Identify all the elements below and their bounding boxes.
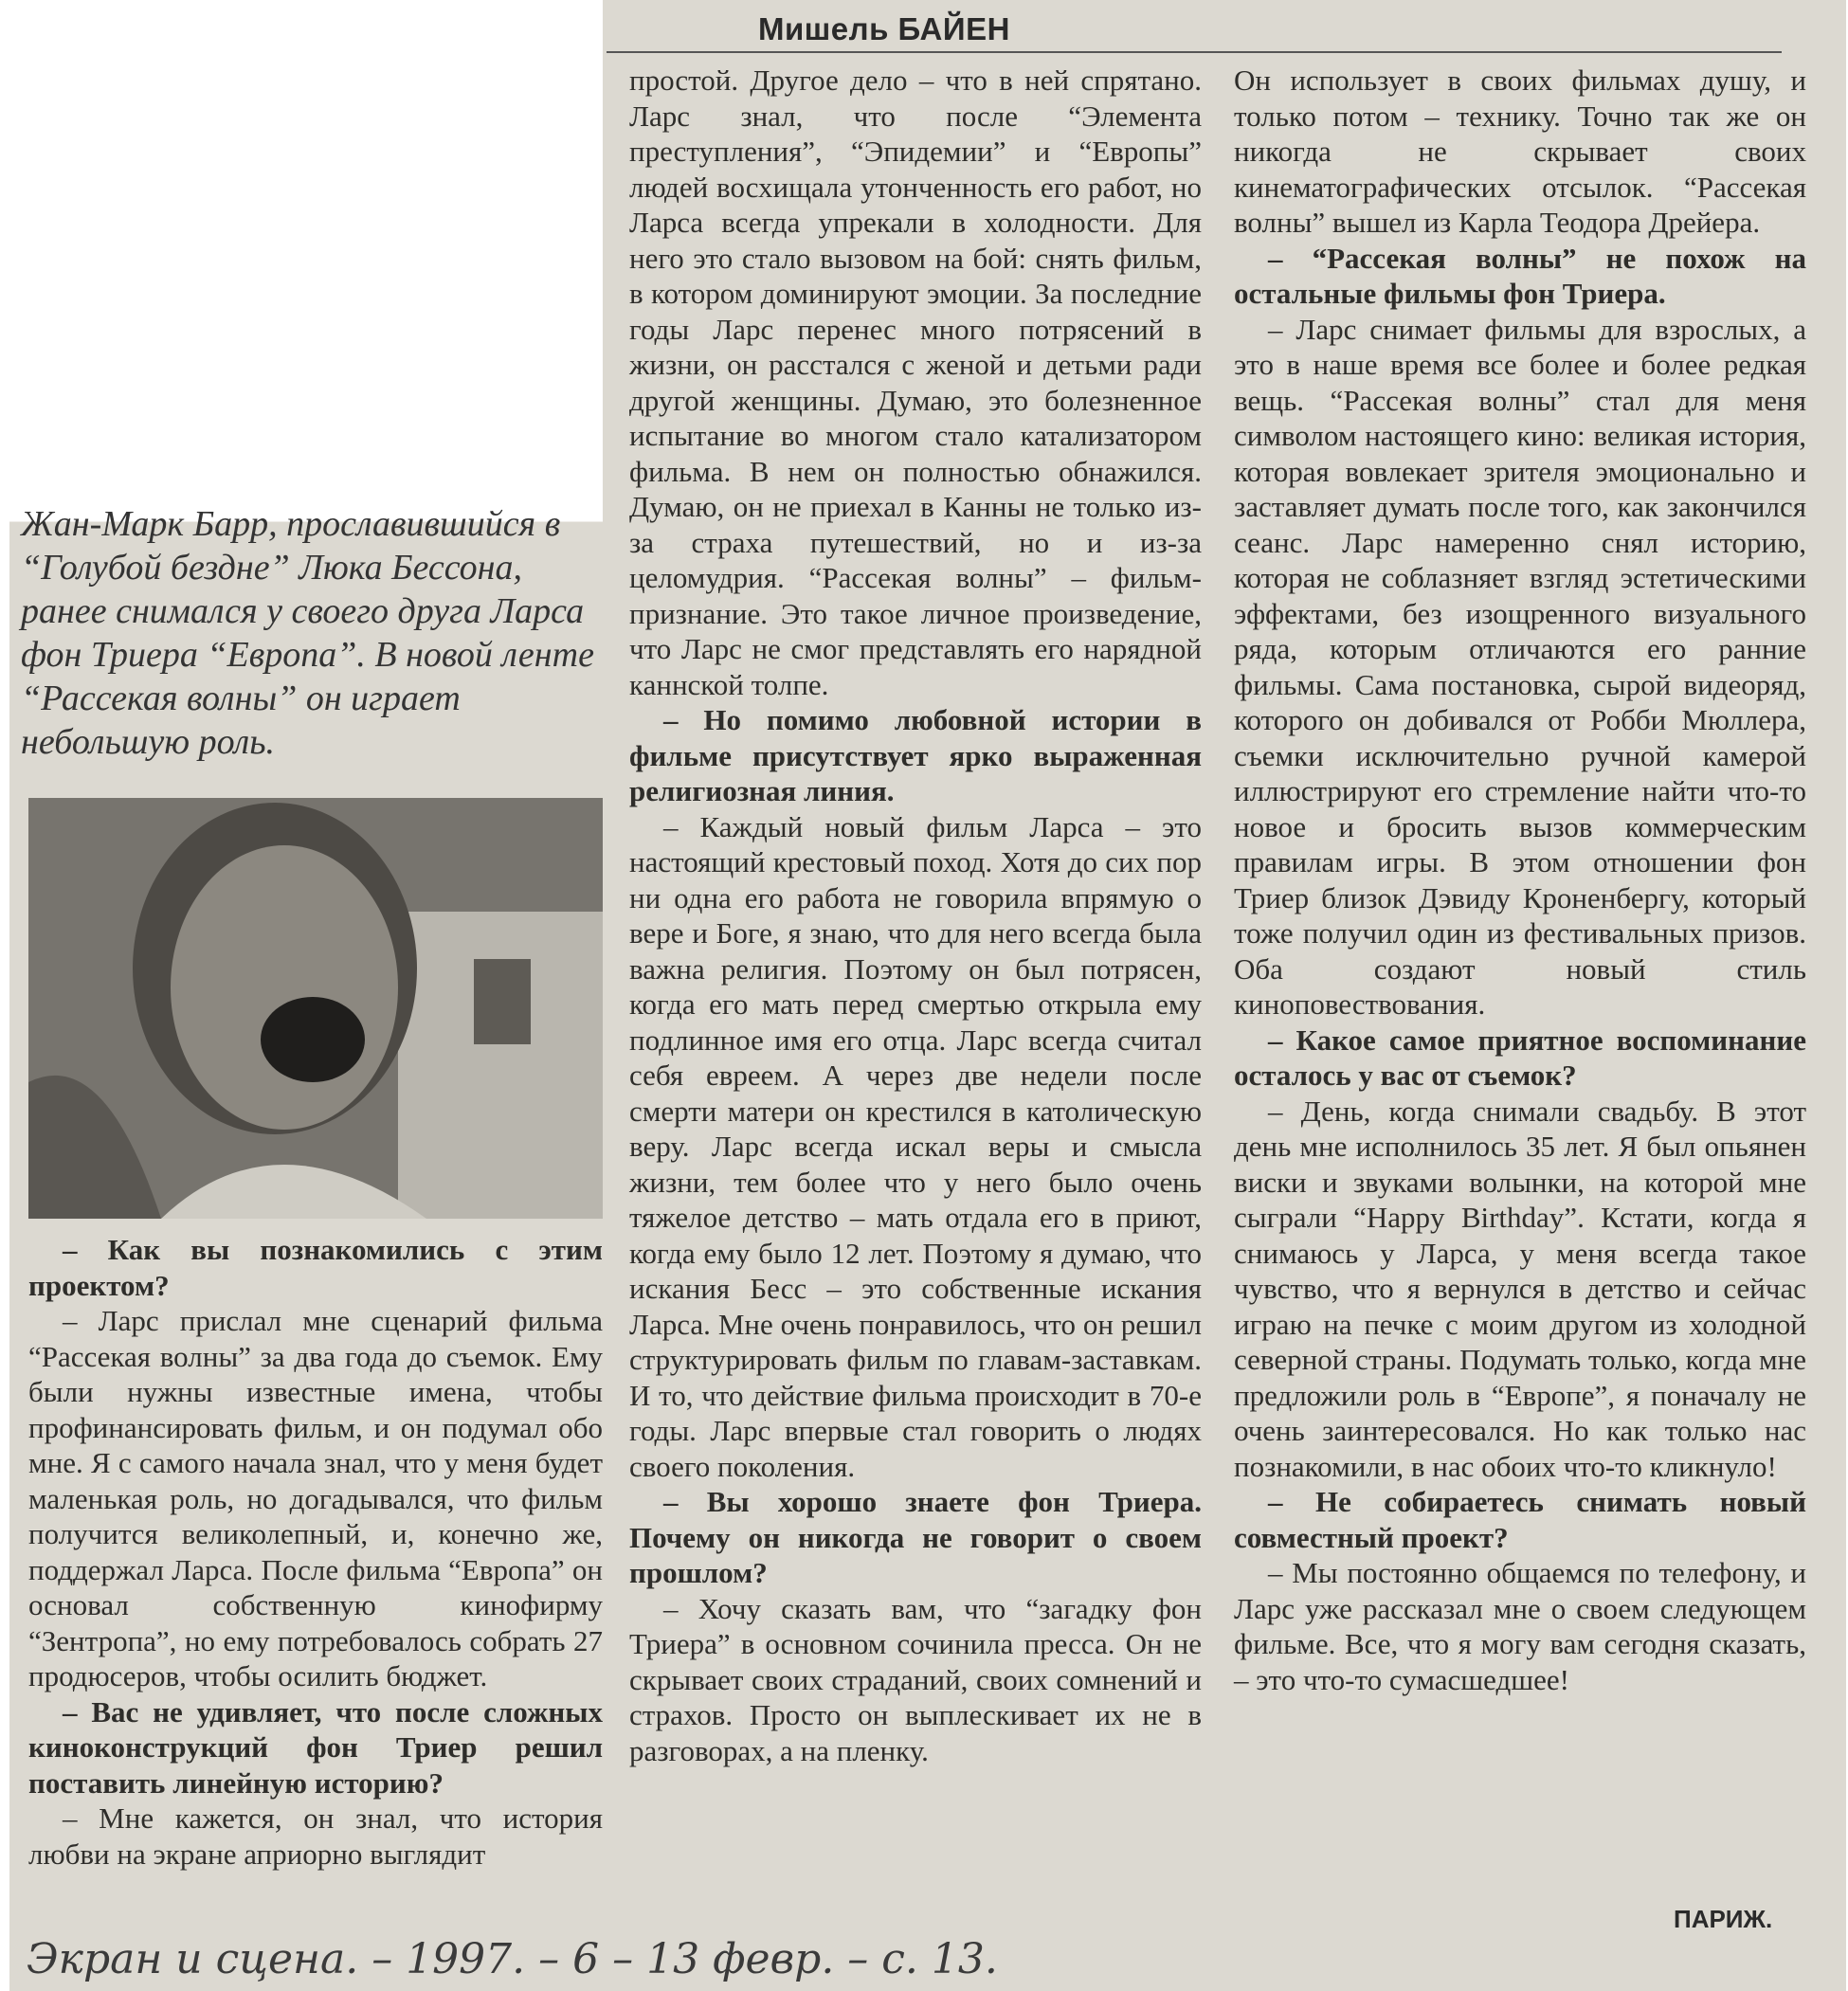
column-right xyxy=(1234,63,1806,1697)
answer: – Мы постоянно общаемся по телефону, и Ларс уже рассказал мне о своем следующем фильме. Все, что я могу вам сегодня сказать, – это что-то сумасшедшее! xyxy=(1234,1556,1806,1696)
question: – Не собираетесь снимать новый совместный проект? xyxy=(1234,1485,1806,1554)
photo-caption: Жан-Марк Барр, прославившийся в “Голубой бездне” Люка Бессона, ранее снимался у своего друга Ларса фон Триера “Европа”. В новой ленте “Рассекая волны” он играет небольшую роль. xyxy=(21,504,594,762)
question: – Но помимо любовной истории в фильме присутствует ярко выраженная религиозная линия. xyxy=(629,703,1202,807)
question: – Как вы познакомились с этим проектом? xyxy=(28,1233,603,1302)
question: – “Рассекая волны” не похож на остальные фильмы фон Триера. xyxy=(1234,241,1806,310)
handwritten-source-note: Экран и сцена. – 1997. – 6 – 13 февр. – с. 13. xyxy=(27,1935,998,1983)
answer: – Ларс снимает фильмы для взрослых, а это в наше время все более и более редкая вещь. “Рассекая волны” стал для меня символом настоящего кино: великая история, которая вовлекает зрителя эмоционально и заставляет думать после того, как закончился сеанс. Ларс намеренно снял историю, которая не соблазняет взгляд эстетическими эффектами, без изощренного визуального ряда, которым отличаются его ранние фильмы. Сама постановка, сырой видеоряд, которого он добивался от Робби Мюллера, съемки исключительно ручной камерой иллюстрируют его стремление найти что-то новое и бросить вызов коммерческим правилам игры. В этом отношении фон Триер близок Дэвиду Кроненбергу, который тоже получил один из фестивальных призов. Оба создают новый стиль киноповествования. xyxy=(1234,312,1806,1021)
question: – Какое самое приятное воспоминание осталось у вас от съемок? xyxy=(1234,1023,1806,1092)
author-byline: Мишель БАЙЕН xyxy=(758,11,1010,46)
answer-continued: простой. Другое дело – что в ней спрятано. Ларс знал, что после “Элемента преступления”, “Эпидемии” и “Европы” людей восхищала утонченность его работ, но Ларса всегда упрекали в холодности. Для него это стало вызовом на бой: снять фильм, в котором доминируют эмоции. За последние годы Ларс перенес много потрясений в жизни, он расстался с женой и детьми ради другой женщины. Думаю, это болезненное испытание во многом стало катализатором фильма. В нем он полностью обнажился. Думаю, он не приехал в Канны не только из-за страха путешествий, но и из-за целомудрия. “Рассекая волны” – фильм-признание. Это такое личное произведение, что Ларс не смог представлять его нарядной каннской толпе. xyxy=(629,63,1202,701)
answer: – Ларс прислал мне сценарий фильма “Рассекая волны” за два года до съемок. Ему были нужны известные имена, чтобы профинансировать фильм, и он подумал обо мне. Я с самого начала знал, что у меня будет маленькая роль, но догадывался, что фильм получится великолепный, и, конечно же, поддержал Ларса. После фильма “Европа” он основал собственную кинофирму “Зентропа”, но ему потребовалось собрать 27 продюсеров, чтобы осилить бюджет. xyxy=(28,1304,603,1692)
column-middle xyxy=(629,63,1202,1768)
dateline-place: ПАРИЖ. xyxy=(1674,1905,1773,1933)
portrait-photo xyxy=(28,798,603,1219)
answer: – День, когда снимали свадьбу. В этот день мне исполнилось 35 лет. Я был опьянен виски и звуками волынки, на которой мне сыграли “Happy Birthday”. Кстати, когда я снимаюсь у Ларса, у меня всегда такое чувство, что я вернулся в детство и сейчас играю на печке с моим другом из холодной северной страны. Подумать только, когда мне предложили роль в “Европе”, я поначалу не очень заинтересовался. Но как только нас познакомили, в нас обоих что-то кликнуло! xyxy=(1234,1094,1806,1483)
answer: – Мне кажется, он знал, что история любви на экране априорно выглядит xyxy=(28,1801,603,1871)
question: – Вас не удивляет, что после сложных киноконструкций фон Триер решил поставить линейную историю? xyxy=(28,1694,603,1800)
answer: – Хочу сказать вам, что “загадку фон Триера” в основном сочинила пресса. Он не скрывает своих страданий, своих сомнений и страхов. Просто он выплескивает их не в разговорах, а на пленку. xyxy=(629,1591,1202,1767)
byline-rule xyxy=(607,8,1782,53)
column-left xyxy=(28,1232,603,1872)
answer: – Каждый новый фильм Ларса – это настоящий крестовый поход. Хотя до сих пор ни одна его работа не говорила впрямую о вере и Боге, я знаю, что для него всегда была важна религия. Поэтому он был потрясен, когда его мать перед смертью открыла ему подлинное имя его отца. Ларс всегда считал себя евреем. А через две недели после смерти матери он крестился в католическую веру. Ларс всегда искал веры и смысла жизни, тем более что у него было очень тяжелое детство – мать отдала его в приют, когда ему было 12 лет. Поэтому я думаю, что искания Бесс – это собственные искания Ларса. Мне очень понравилось, что он решил структурировать фильм по главам-заставкам. И то, что действие фильма происходит в 70-е годы. Ларс впервые стал говорить о людях своего поколения. xyxy=(629,809,1202,1483)
question: – Вы хорошо знаете фон Триера. Почему он никогда не говорит о своем прошлом? xyxy=(629,1485,1202,1589)
answer-continued: Он использует в своих фильмах душу, и только потом – технику. Точно так же он никогда не скрывает своих кинематографических отсылок. “Рассекая волны” вышел из Карла Теодора Дрейера. xyxy=(1234,63,1806,239)
